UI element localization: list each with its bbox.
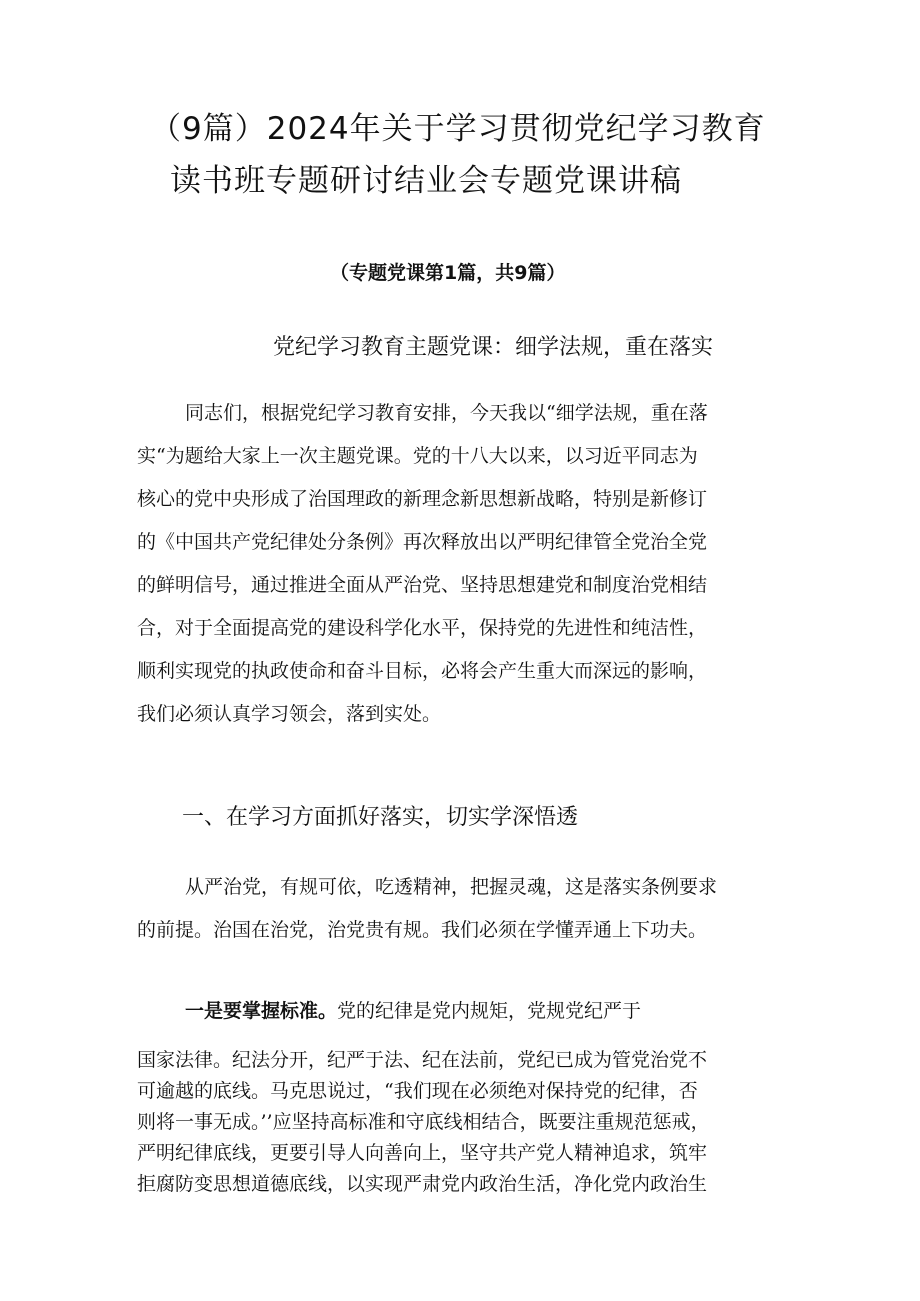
point-1-line (137, 993, 797, 1029)
point-1-line: 拒腐防变思想道德底线，以实现严肃党内政治生活，净化党内政治生 (137, 1173, 708, 1195)
intro-line: 同志们，根据党纪学习教育安排，今天我以“细学法规，重在落 (185, 402, 708, 424)
point-1-line: 严明纪律底线，更要引导人向善向上，坚守共产党人精神追求，筑牢 (137, 1142, 708, 1164)
intro-line: 实“为题给大家上一次主题党课。党的十八大以来，以习近平同志为 (137, 445, 698, 467)
lesson-title: 党纪学习教育主题党课：细学法规，重在落实 (273, 335, 714, 360)
intro-line: 我们必须认真学习领会，落到实处。 (137, 703, 442, 725)
document-title (150, 103, 850, 207)
title-line-1: （9篇）2024年关于学习贯彻党纪学习教育 (150, 111, 766, 147)
section-1-paragraph (137, 866, 797, 952)
point-1-lead: 一是要掌握标准。 (185, 1000, 338, 1022)
intro-line: 的鲜明信号，通过推进全面从严治党、坚持思想建党和制度治党相结 (137, 574, 708, 596)
intro-line: 顺利实现党的执政使命和奋斗目标，必将会产生重大而深远的影响， (137, 660, 708, 682)
intro-line: 的《中国共产党纪律处分条例》再次释放出以严明纪律管全党治全党 (137, 531, 708, 553)
section-1-heading: 一、在学习方面抓好落实，切实学深悟透 (182, 805, 579, 830)
point-1-line: 国家法律。纪法分开，纪严于法、纪在法前，党纪已成为管党治党不 (137, 1049, 708, 1071)
section-1-line: 的前提。治国在治党，治党贵有规。我们必须在学懂弄通上下功夫。 (137, 919, 708, 941)
intro-line: 合，对于全面提高党的建设科学化水平，保持党的先进性和纯洁性， (137, 617, 708, 639)
intro-paragraph (137, 392, 797, 736)
point-1-line: 可逾越的底线。马克思说过，“我们现在必须绝对保持党的纪律，否 (137, 1080, 698, 1102)
point-1-paragraph (137, 1045, 797, 1200)
series-subtitle: （专题党课第1篇，共9篇） (330, 262, 566, 284)
point-1-first-text: 党的纪律是党内规矩，党规党纪严于 (337, 1000, 642, 1022)
point-1-line: 则将一事无成。’’应坚持高标准和守底线相结合，既要注重规范惩戒， (137, 1111, 710, 1133)
section-1-line: 从严治党，有规可依，吃透精神，把握灵魂，这是落实条例要求 (185, 876, 718, 898)
intro-line: 核心的党中央形成了治国理政的新理念新思想新战略，特别是新修订 (137, 488, 708, 510)
point-1-first-line (137, 993, 797, 1029)
title-line-2: 读书班专题研讨结业会专题党课讲稿 (170, 163, 682, 199)
